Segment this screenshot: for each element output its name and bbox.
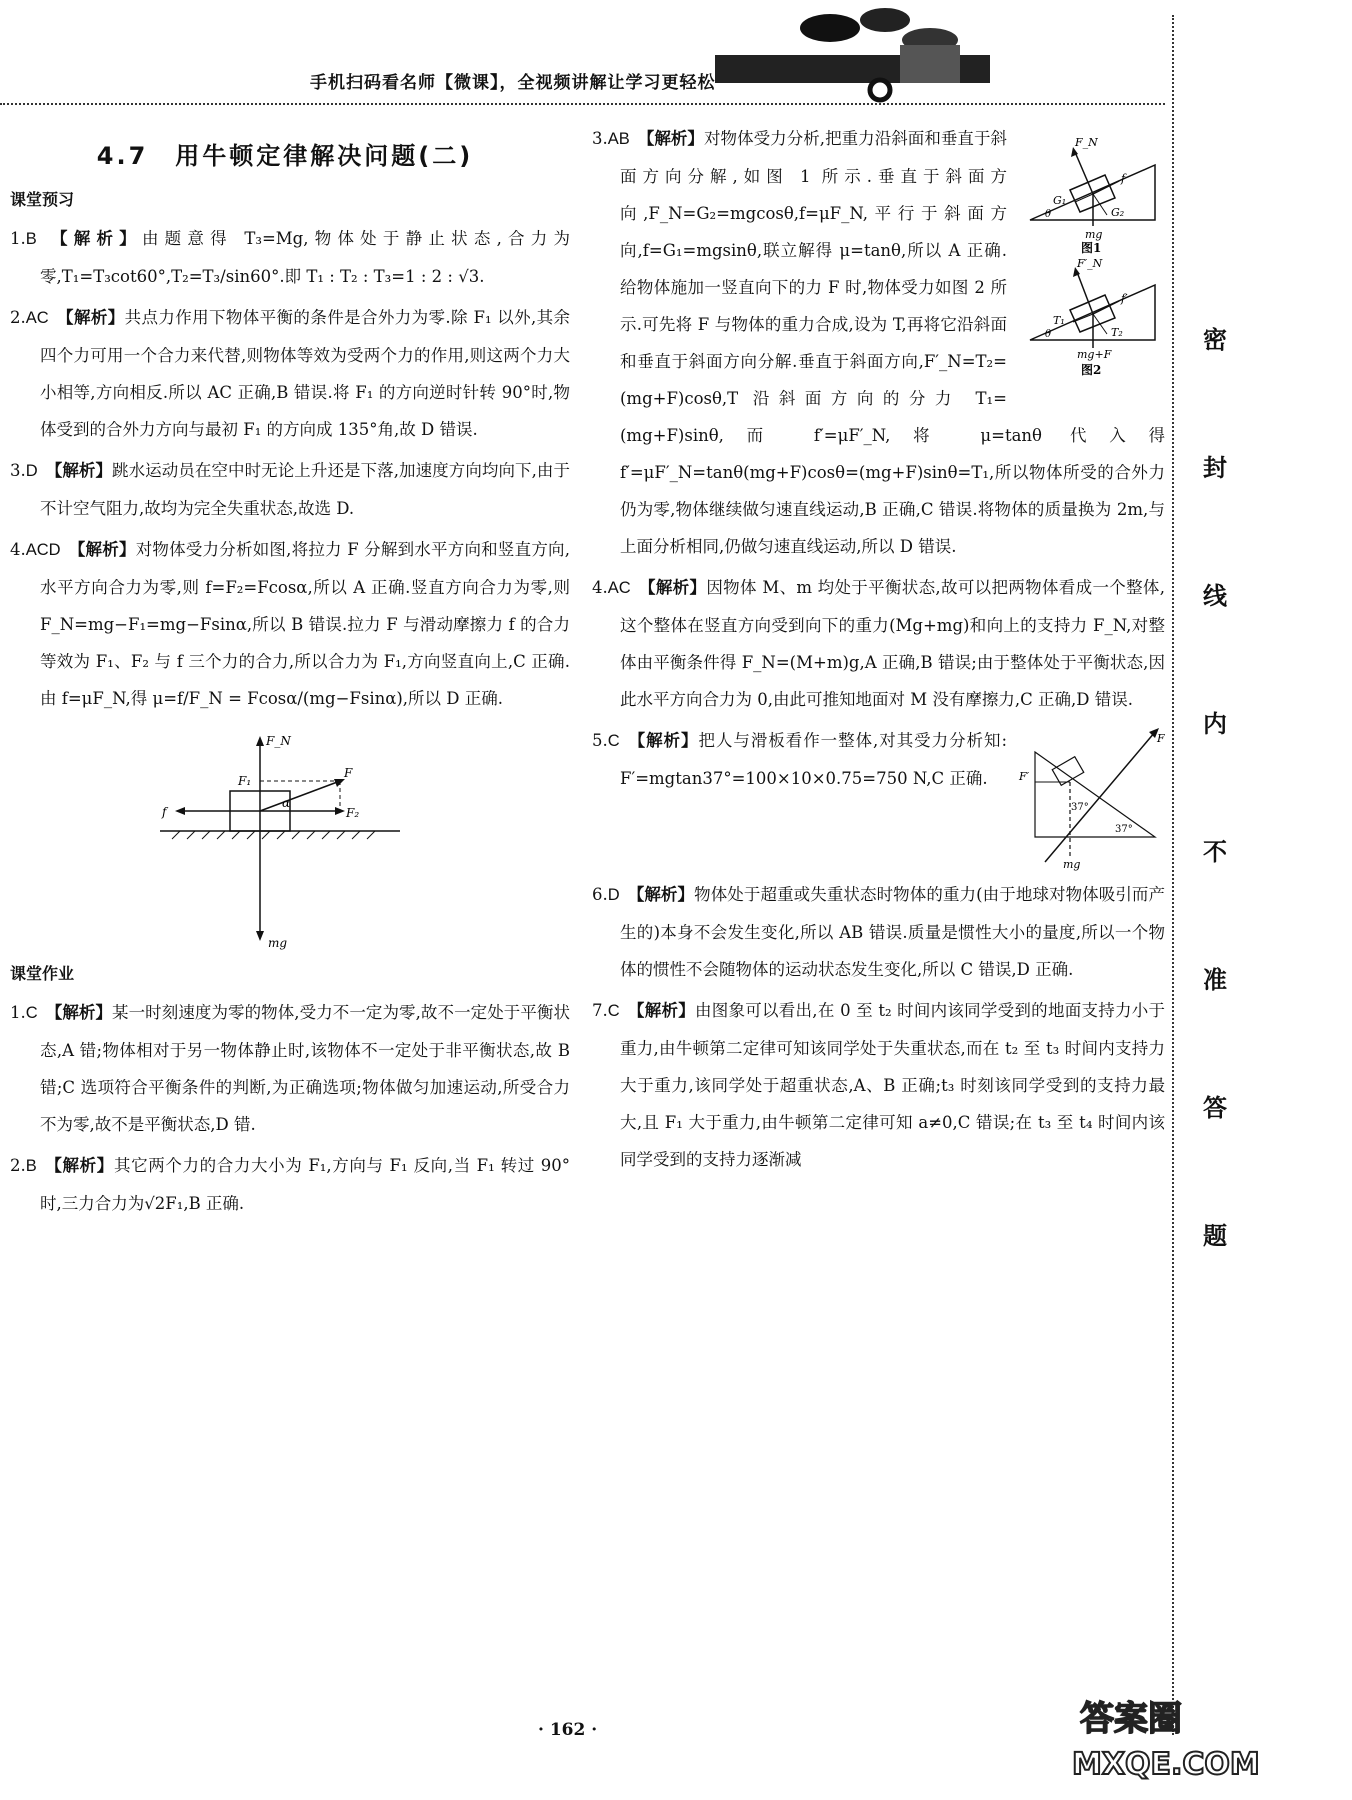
item-number: 1. <box>10 1003 26 1022</box>
item-answer: AC <box>607 579 631 597</box>
item-text: 对物体受力分析如图,将拉力 F 分解到水平方向和竖直方向,水平方向合力为零,则 f=F₂=Fcosα,所以 A 正确.竖直方向合力为零,则 F_N=mg−F₁=mg−Fsinα,所以 B 错误.拉力 F 与滑动摩擦力 f 的合力等效为 F₁、F₂ 与 f 三个力的合力,所以合力为 F₁,方向竖直向上,C 正确.由 f=μF_N,得 μ=f/F_N = Fcosα/(mg−Fsinα),所以 D 正确. <box>40 540 570 708</box>
answer-item <box>0 531 570 717</box>
figures-1-2-slot <box>1015 120 1165 385</box>
analysis-tag: 【解析】 <box>627 1001 695 1020</box>
page-number: · 162 · <box>538 1720 598 1740</box>
header-slogan: 手机扫码看名师【微课】，全视频讲解让学习更轻松 <box>310 73 716 93</box>
item-number: 4. <box>10 540 26 559</box>
item-answer: C <box>25 1004 38 1022</box>
seal-char: 答 <box>1203 1094 1227 1122</box>
right-column <box>580 120 1165 1182</box>
seal-char: 密 <box>1203 326 1227 354</box>
item-text: 因物体 M、m 均处于平衡状态,故可以把两物体看成一个整体,这个整体在竖直方向受到向下的重力(Mg+mg)和向上的支持力 F_N,对整体由平衡条件得 F_N=(M+m)g,A 正确,B 错误;由于整体处于平衡状态,因此水平方向合力为 0,由此可推知地面对 M 没有摩擦力,C 正确,D 错误. <box>620 578 1165 709</box>
item-answer: ACD <box>25 541 61 559</box>
seal-char: 不 <box>1203 838 1227 866</box>
item-answer: AC <box>25 309 49 327</box>
label-f1: F₁ <box>238 774 252 788</box>
item-number: 2. <box>10 1156 26 1175</box>
fig2-t1: T₁ <box>1053 314 1065 327</box>
binding-line <box>1172 15 1174 1735</box>
fig1-caption: 图1 <box>1081 241 1102 255</box>
item-number: 2. <box>10 308 26 327</box>
fig2-fn: F′_N <box>1077 257 1103 270</box>
item-answer: D <box>25 462 38 480</box>
watermark-logo <box>1060 1688 1260 1788</box>
analysis-tag: 【解析】 <box>45 1003 113 1022</box>
item-text: 由图象可以看出,在 0 至 t₂ 时间内该同学受到的地面支持力小于重力,由牛顿第二定律可知该同学处于失重状态,而在 t₂ 至 t₃ 时间内支持力大于重力,该同学处于超重状态,A、B 正确;t₃ 时刻该同学受到的支持力最大,且 F₁ 大于重力,由牛顿第二定律可知 a≠0,C 错误;在 t₃ 至 t₄ 时间内该同学受到的支持力逐渐减 <box>620 1001 1166 1169</box>
fig1-f: f <box>1121 172 1126 185</box>
fig2-t2: T₂ <box>1111 326 1123 339</box>
item-text: 某一时刻速度为零的物体,受力不一定为零,故不一定处于平衡状态,A 错;物体相对于另一物体静止时,该物体不一定处于非平衡状态,故 B 错;C 选项符合平衡条件的判断,为正确选项;物体做匀加速运动,所受合力不为零,故不是平衡状态,D 错. <box>40 1003 570 1134</box>
item-text: 对物体受力分析,把重力沿斜面和垂直于斜面方向分解,如图 1 所示.垂直于斜面方向,F_N=G₂=mgcosθ,f=μF_N,平行于斜面方向,f=G₁=mgsinθ,联立解得 μ=tanθ,所以 A 正确.给物体施加一竖直向下的力 F 时,物体受力如图 2 所示.可先将 F 与物体的重力合成,设为 T,再将它沿斜面和垂直于斜面方向分解.垂直于斜面方向,F′_N=T₂=(mg+F)cosθ,T 沿斜面方向的分力 T₁=(mg+F)sinθ,而 f′=μF′_N,将 μ=tanθ 代入得 f′=μF′_N=tanθ(mg+F)cosθ=(mg+F)sinθ=T₁,所以物体所受的合外力仍为零,物体继续做匀速直线运动,B 正确,C 错误.将物体的质量换为 2m,与上面分析相同,仍做匀速直线运动,所以 D 错误. <box>620 129 1165 556</box>
fig2-theta: θ <box>1045 329 1052 340</box>
label-fn: F_N <box>266 734 291 748</box>
fig2-caption: 图2 <box>1081 363 1102 377</box>
analysis-tag: 【解析】 <box>68 540 136 559</box>
analysis-tag: 【解析】 <box>56 308 125 327</box>
item-answer: B <box>25 230 37 248</box>
fig5-fp: F′ <box>1019 770 1030 783</box>
page-title: 4.7 用牛顿定律解决问题(二) <box>96 142 474 170</box>
figure-5-slot <box>1015 722 1165 872</box>
analysis-tag: 【解析】 <box>44 229 142 248</box>
item-text: 物体处于超重或失重状态时物体的重力(由于地球对物体吸引而产生的)本身不会发生变化,所以 AB 错误.质量是惯性大小的量度,所以一个物体的惯性不会随物体的运动状态发生变化,所以 C 错误,D 正确. <box>620 885 1166 979</box>
seal-text <box>1180 320 1250 1344</box>
answer-item <box>580 569 1165 718</box>
item-answer: AB <box>607 130 630 148</box>
item-text: 由题意得 T₃=Mg,物体处于静止状态,合力为零,T₁=T₃cot60°,T₂=T₃/sin60°.即 T₁ : T₂ : T₃=1 : 2 : √3. <box>40 229 571 286</box>
item-answer: B <box>25 1157 37 1175</box>
fig1-theta: θ <box>1045 209 1052 220</box>
item-number: 4. <box>592 578 608 597</box>
section-homework: 课堂作业 <box>10 964 75 983</box>
item-answer: D <box>607 886 620 904</box>
item-answer: C <box>607 732 620 750</box>
fig2-f: f′ <box>1121 292 1128 305</box>
item-text: 其它两个力的合力大小为 F₁,方向与 F₁ 反向,当 F₁ 转过 90°时,三力合力为√2F₁,B 正确. <box>40 1156 570 1213</box>
answer-item <box>0 452 570 527</box>
label-alpha: α <box>282 796 291 810</box>
seal-char: 线 <box>1203 582 1227 610</box>
label-f2: F₂ <box>346 806 360 820</box>
header-banner <box>0 0 1170 110</box>
answer-item <box>0 1147 570 1222</box>
label-friction: f <box>162 805 167 819</box>
answer-item <box>0 299 570 448</box>
item-text: 共点力作用下物体平衡的条件是合外力为零.除 F₁ 以外,其余四个力可用一个合力来代替,则物体等效为受两个力的作用,则这两个力大小相等,方向相反.所以 AC 正确,B 错误.将 F₁ 的方向逆时针转 90°时,物体受到的合外力方向与最初 F₁ 的方向成 135°角,故 D 错误. <box>40 308 570 439</box>
item-number: 3. <box>592 129 608 148</box>
item-number: 5. <box>592 731 608 750</box>
section-preview: 课堂预习 <box>10 190 75 209</box>
answer-item <box>580 992 1165 1178</box>
fig1-mg: mg <box>1085 228 1103 241</box>
analysis-tag: 【解析】 <box>627 885 695 904</box>
seal-char: 内 <box>1203 710 1227 738</box>
header-rule <box>0 103 1165 105</box>
seal-char: 准 <box>1203 966 1227 994</box>
item-text: 跳水运动员在空中时无论上升还是下落,加速度方向均向下,由于不计空气阻力,故均为完全失重状态,故选 D. <box>40 461 570 518</box>
analysis-tag: 【解析】 <box>627 731 699 750</box>
analysis-tag: 【解析】 <box>44 1156 114 1175</box>
fig1-fn: F_N <box>1075 136 1098 149</box>
analysis-tag: 【解析】 <box>45 461 113 480</box>
answer-item <box>0 994 570 1143</box>
watermark-graphic <box>1060 1688 1260 1788</box>
item-number: 6. <box>592 885 608 904</box>
analysis-tag: 【解析】 <box>638 578 707 597</box>
item-number: 1. <box>10 229 26 248</box>
item-number: 3. <box>10 461 26 480</box>
watermark-bottom: MXQE.COM <box>1072 1747 1260 1782</box>
skier-diagram-figure-5 <box>1015 722 1165 872</box>
fig5-angle-2: 37° <box>1115 824 1133 835</box>
watermark-top: 答案圈 <box>1080 1699 1182 1739</box>
force-diagram-figure-4 <box>0 721 570 951</box>
answer-item <box>580 876 1165 988</box>
incline-figures-1-2 <box>1015 120 1165 385</box>
label-f: F <box>344 766 353 780</box>
item-answer: C <box>607 1002 620 1020</box>
figure-4-slot <box>0 721 570 951</box>
analysis-tag: 【解析】 <box>637 129 704 148</box>
item-number: 7. <box>592 1001 608 1020</box>
left-column <box>0 120 570 1226</box>
answer-item <box>0 220 570 295</box>
fig1-g2: G₂ <box>1111 206 1125 219</box>
fig2-mgf: mg+F <box>1077 348 1112 361</box>
header-decoration <box>0 0 1170 110</box>
fig5-angle-1: 37° <box>1071 802 1089 813</box>
fig1-g1: G₁ <box>1053 194 1067 207</box>
fig5-f: F <box>1157 732 1165 745</box>
label-mg: mg <box>268 936 288 950</box>
fig5-mg: mg <box>1063 858 1081 871</box>
seal-char: 题 <box>1203 1222 1227 1250</box>
item-text: 把人与滑板看作一整体,对其受力分析知: F′=mgtan37°=100×10×0.75=750 N,C 正确. <box>620 731 1008 788</box>
seal-char: 封 <box>1203 454 1227 482</box>
